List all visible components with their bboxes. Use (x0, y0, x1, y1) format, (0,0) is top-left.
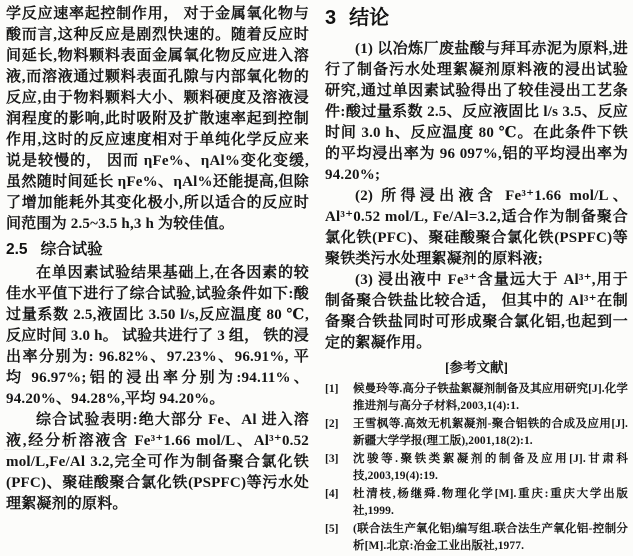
conclusion-item-1: (1) 以冶炼厂废盐酸与拜耳赤泥为原料,进行了制备污水处理絮凝剂原料液的浸出试验研究,通过单因素试验得出了较佳浸出工艺条件:酸过量系数 2.5、反应液固比 l/s 3.5、反应时间 3.0 h、反应温度 80 ℃。在此条件下铁的平均浸出率为 96 097%,铝的平均浸出率为 94.20%; (325, 41, 628, 183)
section-number: 3 (325, 7, 337, 29)
section-heading-2-5 (6, 239, 309, 260)
reference-label: [3] (325, 453, 339, 465)
reference-text: 杜清枝,杨继舜.物理化学[M].重庆:重庆大学出版社,1999. (353, 488, 628, 517)
section-title: 结论 (349, 7, 390, 29)
conclusion-item-3: (3) 浸出液中 Fe³⁺含量远大于 Al³⁺,用于制备聚合铁盐比较合适， 但其中的 Al³⁺在制备聚合铁盐同时可形成聚合氯化铝,也起到一定的絮凝作用。 (325, 272, 628, 351)
section-heading-conclusions (325, 5, 628, 31)
left-column (6, 4, 309, 556)
section-title: 综合试验 (40, 241, 103, 258)
section-number: 2.5 (6, 241, 28, 258)
reference-text: 沈骏等.聚铁类絮凝剂的制备及应用[J].甘肃科技,2003,19(4):19. (353, 453, 628, 482)
reference-label: [4] (325, 488, 339, 500)
reference-item (325, 486, 628, 519)
references-heading: [参考文献] (445, 360, 508, 375)
paragraph-experiment-conditions: 在单因素试验结果基础上,在各因素的较佳水平值下进行了综合试验,试验条件如下:酸过量系数 2.5,液固比 3.50 l/s,反应温度 80 ℃,反应时间 3.0 h。 试验共进行了 3 组， 铁的浸出率分别为: 96.82%、97.23%、96.91%, 平均 96.97%;铝的浸出率分别为:94.11%、94.20%、94.28%,平均 94.20%。 (6, 265, 309, 407)
scan-artifact-line (4, 449, 232, 450)
reference-item (325, 451, 628, 484)
reference-label: [5] (325, 523, 339, 535)
reference-text: 候曼玲等.高分子铁盐絮凝剂制备及其应用研究[J].化学推进剂与高分子材料,2003,1(4):1. (353, 383, 628, 412)
conclusion-item-2: (2) 所得浸出液含 Fe³⁺1.66 mol/L、Al³⁺0.52 mol/L, Fe/Al=3.2,适合作为制备聚合氯化铁(PFC)、聚硅酸聚合氯化铁(PSPFC)等聚铁类污水处理絮凝剂的原料液; (325, 188, 628, 267)
right-column (325, 4, 628, 556)
reference-label: [1] (325, 383, 339, 395)
reference-item (325, 381, 628, 414)
reference-item (325, 521, 628, 554)
paragraph-experiment-summary: 综合试验表明:绝大部分 Fe、Al 进入溶液,经分析溶液含 Fe³⁺1.66 mol/L、Al³⁺0.52 mol/L,Fe/Al 3.2,完全可作为制备聚合氯化铁(PFC)、聚硅酸聚合氯化铁(PSPFC)等污水处理絮凝剂的原料。 (6, 412, 309, 512)
reference-text: 王雪枫等.高效无机絮凝剂-聚合铝铁的合成及应用[J].新疆大学学报(理工版),2001,18(2):1. (353, 418, 628, 447)
reference-label: [2] (325, 418, 339, 430)
reference-item (325, 416, 628, 449)
reference-text: (联合法生产氧化铝)编写组.联合法生产氧化铝-控制分析[M].北京:冶金工业出版社,1977. (353, 523, 628, 552)
paragraph-continuation: 学反应速率起控制作用， 对于金属氧化物与酸而言,这种反应是剧烈快速的。随着反应时间延长,物料颗料表面金属氧化物反应进入溶液,而溶液通过颗料表面孔隙与内部氧化物的反应,由于物料颗料大小、颗料硬度及溶液浸润程度的影响,此时吸附及扩散速率起到控制作用,这时的反应速度相对于单纯化学反应来说是较慢的， 因而 ηFe%、ηAl%变化变缓,虽然随时间延长 ηFe%、ηAl%还能提高,但除了增加能耗外其变化极小,所以适合的反应时间范围为 2.5~3.5 h,3 h 为较佳值。 (6, 6, 309, 232)
